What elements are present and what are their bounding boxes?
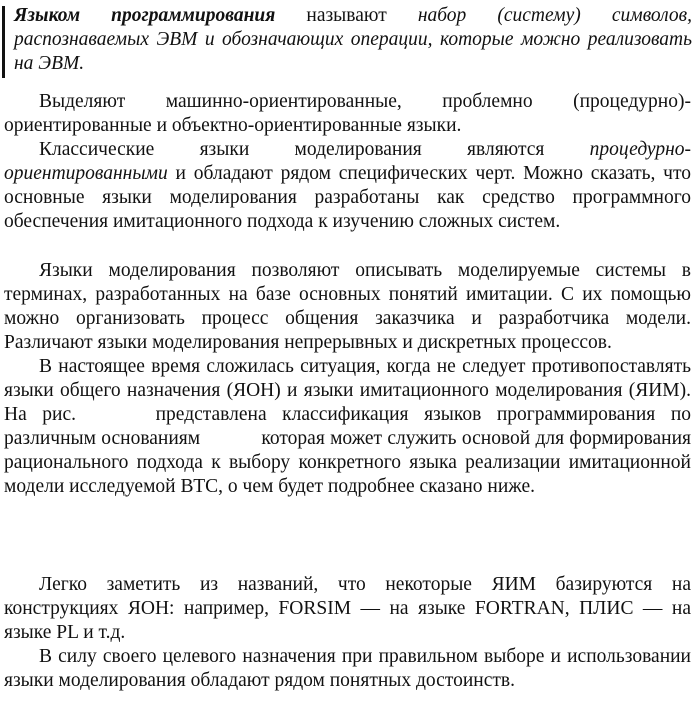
- paragraph-6: В силу своего целевого назначения при правильном выборе и использовании языки моделирования обладают рядом понятных достоинств.: [4, 646, 691, 691]
- paragraph-2-end: и обладают рядом специфических черт. Можно сказать, что основные языки моделирования разработаны как средство программного обеспечения имитационного подхода к изучению сложных систем.: [4, 163, 691, 232]
- definition-verb: называют: [275, 5, 418, 26]
- paragraph-4: [4, 355, 691, 499]
- paragraph-2: [4, 138, 691, 234]
- margin-bar: [2, 6, 5, 78]
- paragraph-4-end: которая может служить основой для формирования рационального подхода к выбору конкретного языка реализации имитационной модели исследуемой ВТС, о чем будет подробнее сказано ниже.: [4, 428, 691, 497]
- paragraph-3: Языки моделирования позволяют описывать моделируемые системы в терминах, разработанных на базе основных понятий имитации. С их помощью можно организовать процесс общения заказчика и разработчика модели. Различают языки моделирования непрерывных и дискретных процессов.: [4, 260, 691, 353]
- definition-body: набор (систему) символов, распознаваемых ЭВМ и обозначающих операции, которые можно реализовать на ЭВМ.: [14, 5, 692, 74]
- paragraph-4-middle: представлена классификация языков программирования по различным основаниям: [4, 404, 692, 449]
- definition-text: [14, 4, 692, 76]
- definition-term: Языком программирования: [14, 5, 276, 26]
- definition-block: [0, 4, 697, 80]
- paragraph-4-start: В настоящее время сложилась ситуация, когда не следует противопоставлять языки общего назначения (ЯОН) и языки имитационного моделирования (ЯИМ). На рис.: [4, 356, 691, 425]
- paragraph-1: Выделяют машинно-ориентированные, проблемно (процедурно)-ориентированные и объектно-ориентированные языки.: [4, 91, 691, 136]
- paragraph-2-start: Классические языки моделирования являются: [39, 139, 590, 160]
- paragraph-2-emphasis: процедурно-ориентированными: [4, 139, 691, 184]
- paragraph-5: Легко заметить из названий, что некоторые ЯИМ базируются на конструкциях ЯОН: например, FORSIM — на языке FORTRAN, ПЛИС — на языке PL и т.д.: [4, 574, 691, 643]
